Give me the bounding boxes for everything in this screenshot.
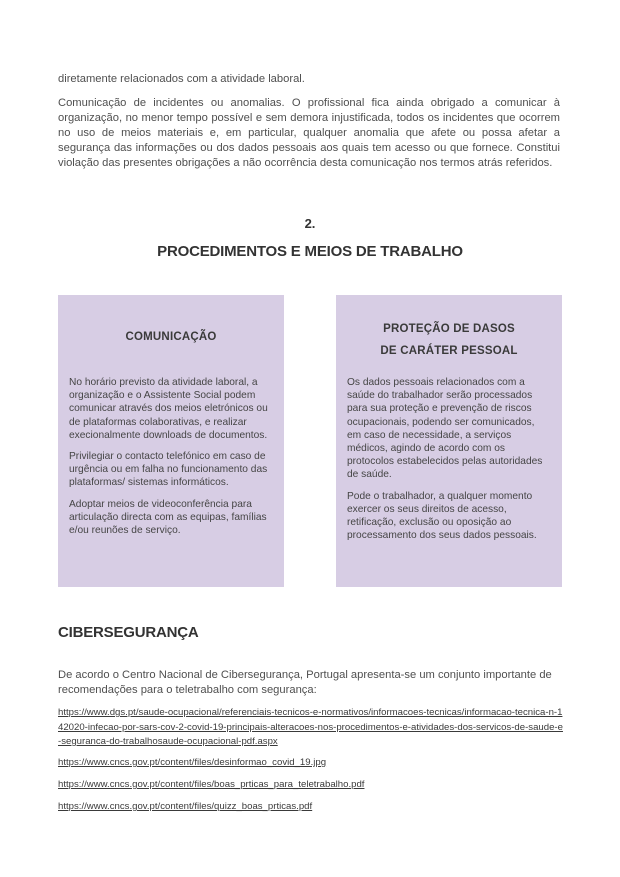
section-number: 2. [304, 216, 316, 231]
intro-line: diretamente relacionados com a atividade laboral. [58, 73, 305, 85]
communication-paragraph: Adoptar meios de videoconferência para articulação directa com as equipas, famílias e/ou reunões de serviço. [69, 498, 267, 537]
section-title: PROCEDIMENTOS E MEIOS DE TRABALHO [157, 243, 463, 260]
communication-paragraph: No horário previsto da atividade laboral, a organização e o Assistente Social podem comunicar através dos meios eletrónicos ou de plataformas colaborativas, e realizar execionalmente downloads de documentos. [69, 377, 268, 441]
dgs-link[interactable]: https://www.dgs.pt/saude-ocupacional/referenciais-tecnicos-e-normativos/informacoes-tecnicas/informacao-tecnica-n-142020-infecao-por-sars-cov-2-covid-19-principais-alteracoes-nos-procedimentos-e-atividades-dos-servicos-de-saude-e-seguranca-do-trabalhosaude-ocupacional-pdf.aspx [58, 707, 563, 747]
cncs-desinformacao-link[interactable]: https://www.cncs.gov.pt/content/files/desinformao_covid_19.jpg [58, 757, 327, 768]
communication-box [58, 295, 284, 587]
data-protection-box-title [336, 318, 562, 362]
communication-box-body [69, 376, 273, 545]
communication-paragraph: Privilegiar o contacto telefónico em caso de urgência ou em falha no funcionamento das plataformas/ sistemas informáticos. [69, 451, 268, 489]
data-protection-title-line1: PROTEÇÃO DE DASOS [383, 323, 515, 335]
cybersecurity-intro: De acordo o Centro Nacional de Cibersegurança, Portugal apresenta-se um conjunto importante de recomendações para o teletrabalho com segurança: [58, 669, 552, 696]
data-protection-title-line2: DE CARÁTER PESSOAL [380, 345, 518, 357]
cncs-quizz-link[interactable]: https://www.cncs.gov.pt/content/files/quizz_boas_prticas.pdf [58, 801, 313, 812]
data-protection-paragraph: Pode o trabalhador, a qualquer momento exercer os seus direitos de acesso, retificação, exclusão ou oposição ao processamento dos seus dados pessoais. [347, 490, 537, 542]
communication-box-title: COMUNICAÇÃO [125, 331, 217, 343]
cybersecurity-heading: CIBERSEGURANÇA [58, 624, 199, 641]
data-protection-box [336, 295, 562, 587]
data-protection-paragraph: Os dados pessoais relacionados com a saúde do trabalhador serão processados para sua proteção e prevenção de riscos ocupacionais, podendo ser comunicados, em caso de necessidade, a serviços médicos, agindo de acordo com os protocolos estabelecidos pelas autoridades de saúde. [347, 377, 543, 481]
data-protection-box-body [347, 376, 551, 550]
cncs-teletrabalho-link[interactable]: https://www.cncs.gov.pt/content/files/boas_prticas_para_teletrabalho.pdf [58, 779, 365, 790]
incident-paragraph: Comunicação de incidentes ou anomalias. O profissional fica ainda obrigado a comunicar à organização, no menor tempo possível e sem demora injustificada, todos os incidentes que ocorrem no uso de meios materiais e, em particular, qualquer anomalia que afete ou possa afetar a segurança das informações ou dos dados pessoais aos quais tem acesso ou que fornece. Constitui violação das presentes obrigações a não ocorrência desta comunicação nos termos atrás referidos. [58, 97, 560, 169]
